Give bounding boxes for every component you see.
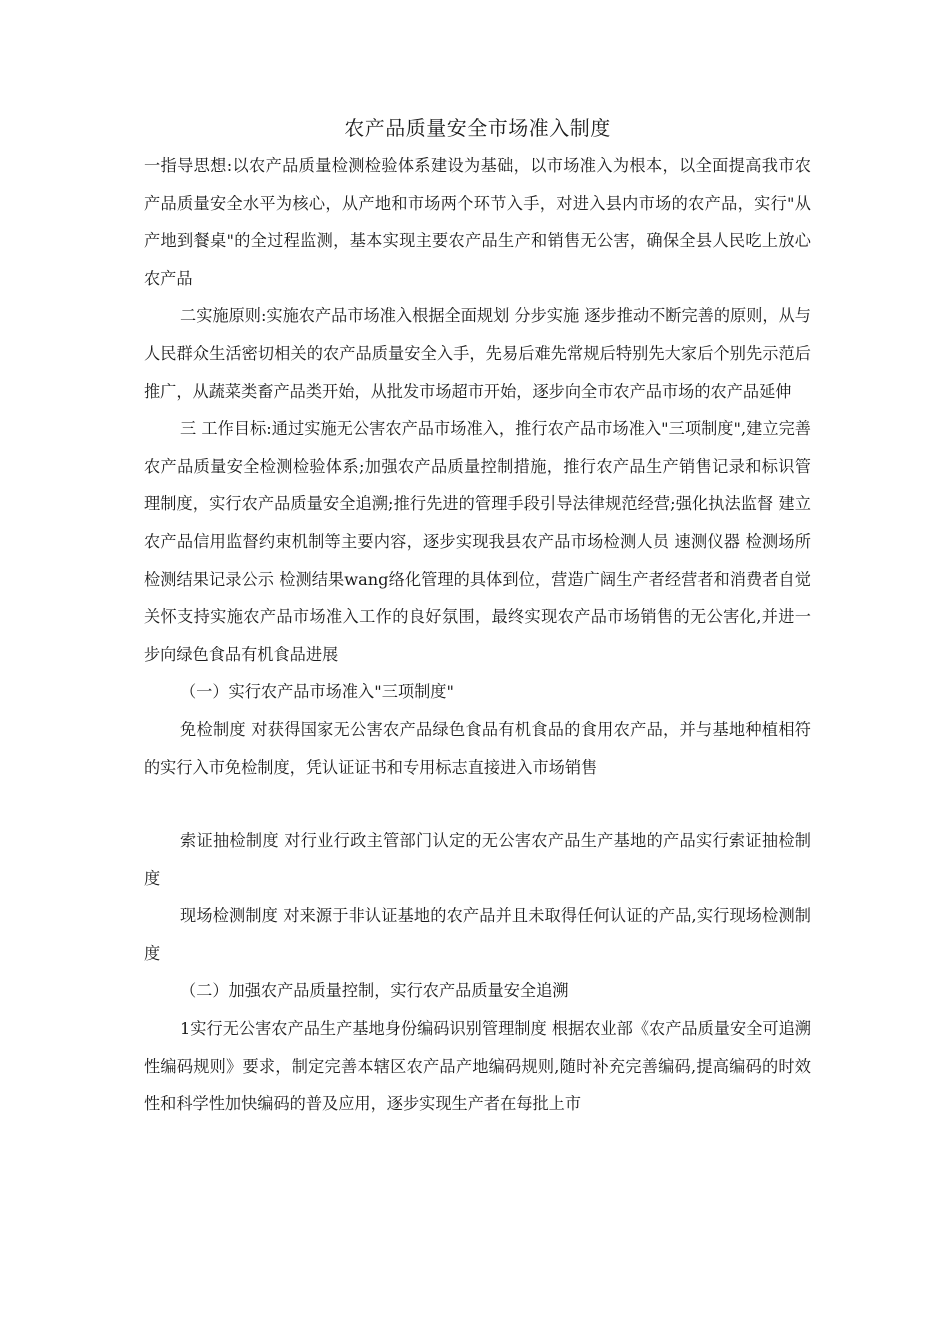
paragraph-work-objectives: 三 工作目标:通过实施无公害农产品市场准入，推行农产品市场准入"三项制度",建立完善农产品质量安全检测检验体系;加强农产品质量控制措施，推行农产品生产销售记录和标识管理制度，实行农产品质量安全追溯;推行先进的管理手段引导法律规范经营;强化执法监督 建立农产品信用监督约束机制等主要内容，逐步实现我县农产品市场检测人员 速测仪器 检测场所 检测结果记录公示 检测结果wang络化管理的具体到位，营造广阔生产者经营者和消费者自觉关怀支持实施农产品市场准入工作的良好氛围，最终实现农产品市场销售的无公害化,并进一步向绿色食品有机食品进展 xyxy=(144,419,811,664)
paragraph-certificate-sampling-system: 索证抽检制度 对行业行政主管部门认定的无公害农产品生产基地的产品实行索证抽检制度 xyxy=(144,831,811,888)
paragraph-onsite-testing-system: 现场检测制度 对来源于非认证基地的农产品并且未取得任何认证的产品,实行现场检测制度 xyxy=(144,906,811,963)
section-heading-quality-control: （二）加强农产品质量控制，实行农产品质量安全追溯 xyxy=(180,981,569,1001)
paragraph-implementation-principles: 二实施原则:实施农产品市场准入根据全面规划 分步实施 逐步推动不断完善的原则，从与人民群众生活密切相关的农产品质量安全入手，先易后难先常规后特别先大家后个别先示范后推广，从蔬菜类畜产品类开始，从批发市场超市开始，逐步向全市农产品市场的农产品延伸 xyxy=(144,306,811,401)
section-heading-three-systems: （一）实行农产品市场准入"三项制度" xyxy=(180,682,454,702)
document-title: 农产品质量安全市场准入制度 xyxy=(344,116,611,140)
document-page xyxy=(144,112,811,1123)
paragraph-exemption-system: 免检制度 对获得国家无公害农产品绿色食品有机食品的食用农产品，并与基地种植相符的实行入市免检制度，凭认证证书和专用标志直接进入市场销售 xyxy=(144,719,811,777)
paragraph-guiding-ideology: 一指导思想:以农产品质量检测检验体系建设为基础，以市场准入为根本，以全面提高我市农产品质量安全水平为核心，从产地和市场两个环节入手，对进入县内市场的农产品，实行"从产地到餐桌"的全过程监测，基本实现主要农产品生产和销售无公害，确保全县人民吃上放心农产品 xyxy=(144,156,811,288)
paragraph-base-coding-system: 1实行无公害农产品生产基地身份编码识别管理制度 根据农业部《农产品质量安全可追溯性编码规则》要求，制定完善本辖区农产品产地编码规则,随时补充完善编码,提高编码的时效性和科学性加快编码的普及应用，逐步实现生产者在每批上市 xyxy=(144,1019,811,1114)
